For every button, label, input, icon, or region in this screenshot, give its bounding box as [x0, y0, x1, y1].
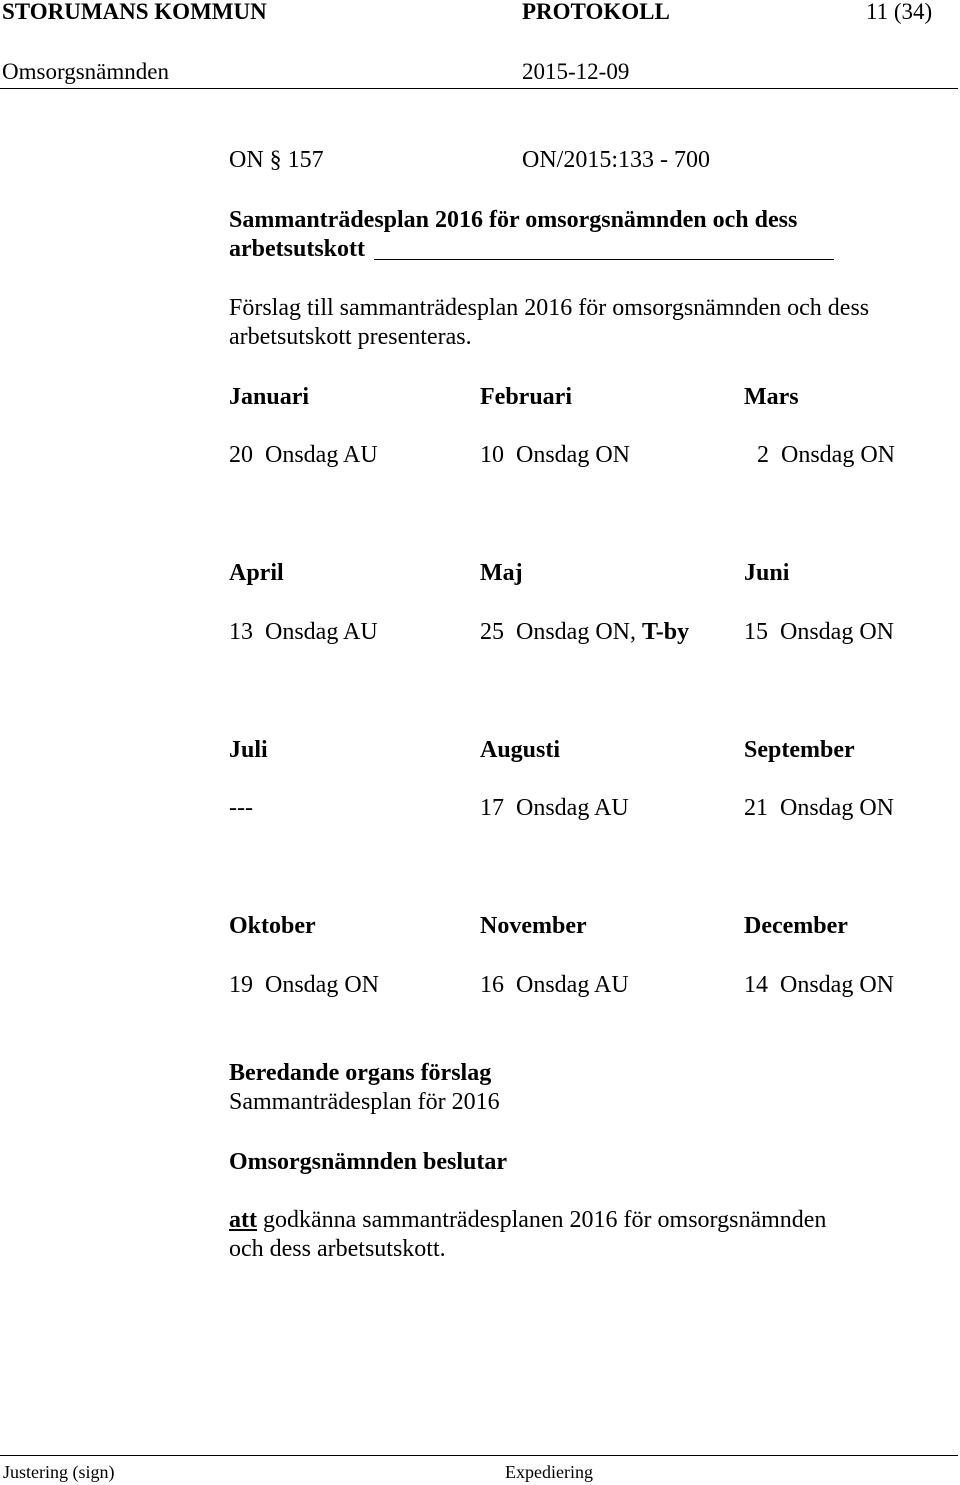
- section-title-line2: arbetsutskott: [229, 236, 365, 262]
- page-number: 11 (34): [866, 0, 933, 24]
- month-label: April: [229, 560, 284, 586]
- month-label: Oktober: [229, 913, 316, 939]
- doc-type: PROTOKOLL: [522, 0, 670, 24]
- intro-line2: arbetsutskott presenteras.: [229, 324, 472, 350]
- meeting-entry: 17 Onsdag AU: [480, 795, 629, 821]
- proposal-heading: Beredande organs förslag: [229, 1060, 492, 1086]
- month-label: December: [744, 913, 848, 939]
- intro-line1: Förslag till sammanträdesplan 2016 för omsorgsnämnden och dess: [229, 295, 870, 321]
- title-underline: [374, 259, 834, 260]
- month-label: Januari: [229, 384, 310, 410]
- month-label: Augusti: [480, 737, 561, 763]
- meeting-entry: 13 Onsdag AU: [229, 619, 378, 645]
- month-label: September: [744, 737, 855, 763]
- org-name: STORUMANS KOMMUN: [2, 0, 267, 24]
- month-label: Februari: [480, 384, 572, 410]
- meeting-entry: 19 Onsdag ON: [229, 972, 379, 998]
- meeting-entry: 14 Onsdag ON: [744, 972, 894, 998]
- footer-rule: [0, 1455, 958, 1456]
- section-title-line1: Sammanträdesplan 2016 för omsorgsnämnden och dess: [229, 207, 798, 233]
- decision-heading: Omsorgsnämnden beslutar: [229, 1149, 508, 1175]
- committee-name: Omsorgsnämnden: [2, 59, 169, 84]
- meeting-entry: 21 Onsdag ON: [744, 795, 894, 821]
- month-label: Mars: [744, 384, 799, 410]
- month-label: Juni: [744, 560, 790, 586]
- meeting-entry: 2 Onsdag ON: [757, 442, 895, 468]
- meeting-entry: 25 Onsdag ON, T-by: [480, 619, 690, 645]
- meeting-entry: ---: [229, 795, 253, 821]
- footer-justering: Justering (sign): [3, 1462, 115, 1482]
- header-rule: [0, 88, 958, 89]
- proposal-text: Sammanträdesplan för 2016: [229, 1089, 500, 1115]
- decision-line2: och dess arbetsutskott.: [229, 1236, 446, 1262]
- meeting-entry: 20 Onsdag AU: [229, 442, 378, 468]
- month-label: November: [480, 913, 587, 939]
- case-number: ON § 157: [229, 147, 324, 173]
- month-label: Maj: [480, 560, 523, 586]
- meeting-date: 2015-12-09: [522, 59, 630, 84]
- month-label: Juli: [229, 737, 268, 763]
- footer-expediering: Expediering: [505, 1462, 593, 1482]
- case-reference: ON/2015:133 - 700: [522, 147, 710, 173]
- decision-line1: att godkänna sammanträdesplanen 2016 för omsorgsnämnden: [229, 1207, 827, 1233]
- meeting-entry: 15 Onsdag ON: [744, 619, 894, 645]
- meeting-entry: 16 Onsdag AU: [480, 972, 629, 998]
- meeting-entry: 10 Onsdag ON: [480, 442, 630, 468]
